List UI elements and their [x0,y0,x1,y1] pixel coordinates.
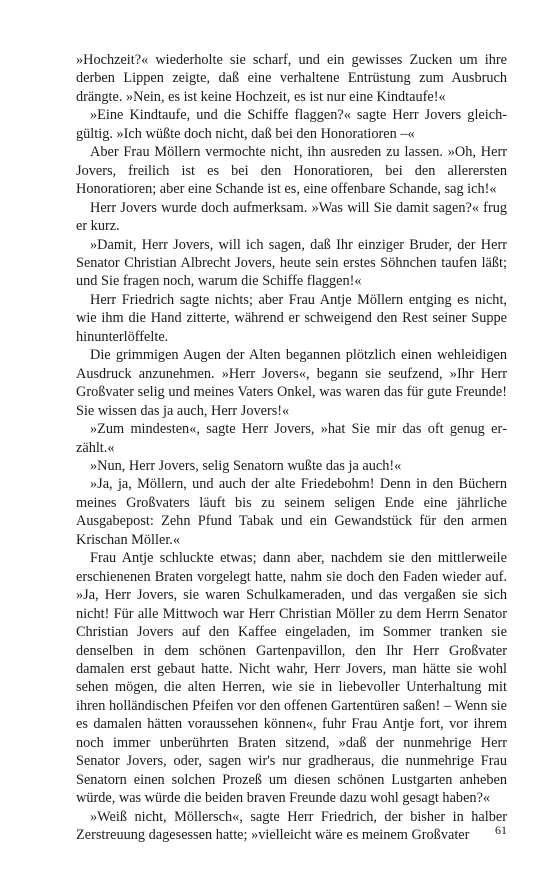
paragraph: »Zum mindesten«, sagte Herr Jovers, »hat Sie mir das oft genug erzählt.« [76,421,507,456]
page-number: 61 [495,823,507,837]
paragraph: »Nun, Herr Jovers, selig Senatorn wußte das ja auch!« [90,457,402,474]
paragraph: »Eine Kindtaufe, und die Schiffe flaggen?« sagte Herr Jovers gleichgültig. »Ich wüßte doch nicht, daß bei den Honoratioren –« [76,107,507,142]
paragraph: Herr Friedrich sagte nichts; aber Frau Antje Möllern entging es nicht, wie ihm die Hand zitterte, während er schweigend den Rest seiner Suppe hinunterlöffelte. [76,291,507,345]
paragraph: Aber Frau Möllern vermochte nicht, ihn ausreden zu lassen. »Oh, Herr Jovers, freilich ist es bei den Honoratioren, bei den allerersten Honoratioren; aber eine Schande ist es, eine offenbare Schande, sag ich!« [76,144,507,198]
paragraph: »Damit, Herr Jovers, will ich sagen, daß Ihr einziger Bruder, der Herr Senator Christian Albrecht Jovers, heute sein erstes Söhnchen taufen läßt; und Sie fragen noch, warum die Schiffe flaggen!« [76,236,507,290]
body-text [76,51,507,844]
paragraph: Frau Antje schluckte etwas; dann aber, nachdem sie den mittlerweile erschienenen Braten vorgelegt hatte, nahm sie doch den Faden wieder auf. »Ja, Herr Jovers, sie waren Schulkameraden, und das vergaßen sie sich nicht! Für alle Mittwoch war Herr Christian Möller zu dem Herrn Senator Christian Jovers auf den Kaffee eingeladen, im Sommer tranken sie denselben in dem schönen Gartenpavillon, den Ihr Herr Großvater damalen erst gebaut hatte. Nicht wahr, Herr Jovers, man hätte sie wohl sehen mögen, die alten Herren, wie sie in liebevoller Unterhaltung mit ihren holländischen Pfeifen vor den offenen Gartentüren saßen! – Wenn sie es damalen hätten voraussehen können«, fuhr Frau Antje fort, vor ihrem noch immer unberührten Braten sitzend, »daß der nunmehrige Herr Senator Jovers, oder, sagen wir's nur gradheraus, die nunmehrige Frau Senatorn einen solchen Prozeß um diesen schönen Lustgarten anheben würde, was würde die beiden braven Freunde dazu wohl gesagt haben?« [76,550,507,807]
paragraph: »Hochzeit?« wiederholte sie scharf, und ein gewisses Zucken um ihre derben Lippen zeigte, daß eine verhaltene Entrüstung zum Ausbruch drängte. »Nein, es ist keine Hochzeit, es ist nur eine Kindtaufe!« [76,52,507,105]
paragraph: Die grimmigen Augen der Alten begannen plötzlich einen wehleidigen Ausdruck anzunehmen. »Herr Jovers«, begann sie seufzend, »Ihr Herr Großvater selig und meines Vaters Onkel, was waren das für gute Freunde! Sie wissen das ja auch, Herr Jovers!« [76,347,507,419]
paragraph: Herr Jovers wurde doch aufmerksam. »Was will Sie damit sagen?« frug er kurz. [76,199,507,235]
paragraph: »Ja, ja, Möllern, und auch der alte Friedebohm! Denn in den Büchern meines Großvaters läuft bis zu seinem seligen Ende eine jährliche Ausgabepost: Zehn Pfund Tabak und ein Gewandstück für den armen Krischan Möller.« [76,476,507,548]
paragraph: »Weiß nicht, Möllersch«, sagte Herr Friedrich, der bisher in halber Zerstreuung dagesessen hatte; »vielleicht wäre es meinem Großvater [76,808,507,844]
